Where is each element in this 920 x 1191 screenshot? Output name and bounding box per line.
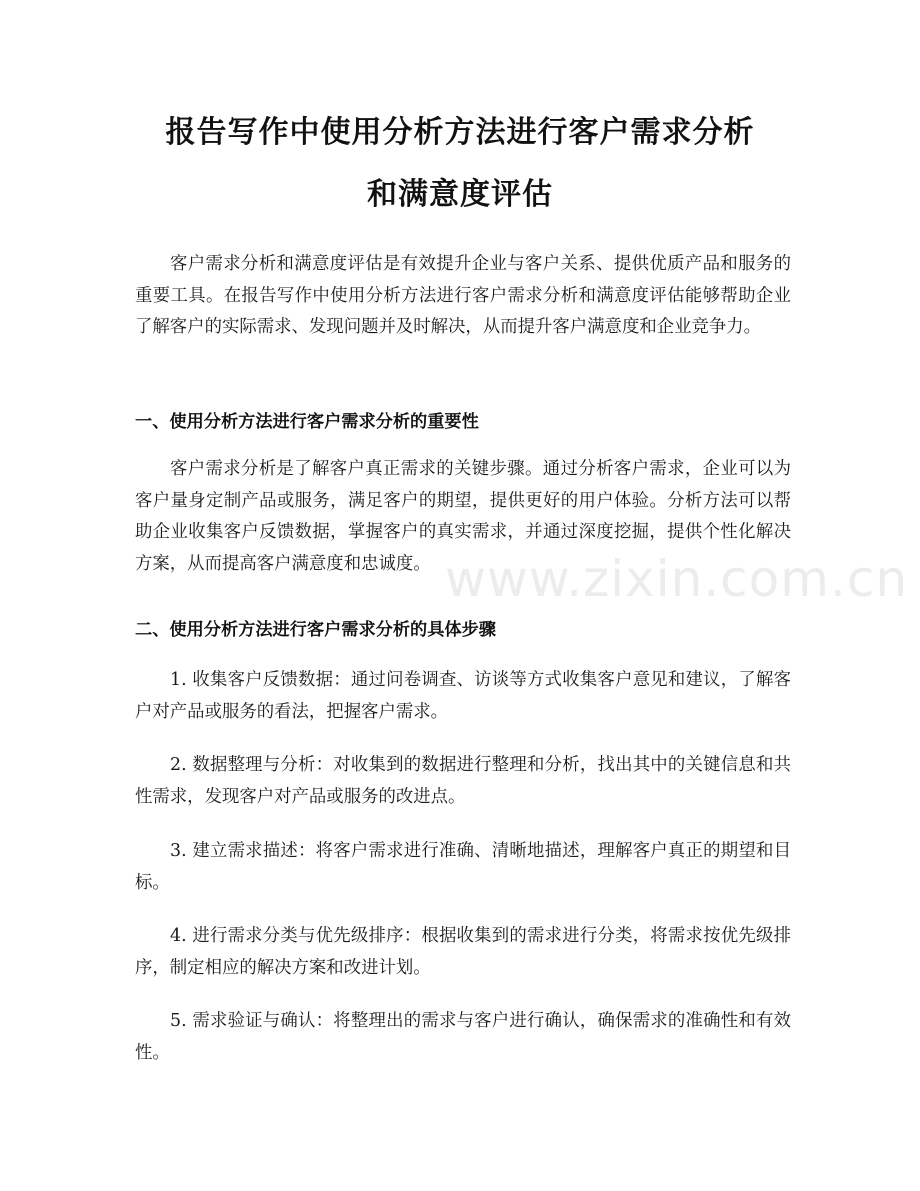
section-1-heading: 一、使用分析方法进行客户需求分析的重要性 [135, 412, 479, 432]
document-title-line-2: 和满意度评估 [367, 177, 553, 212]
document-title-line-1: 报告写作中使用分析方法进行客户需求分析 [165, 115, 755, 150]
step-item-1: 1. 收集客户反馈数据：通过问卷调查、访谈等方式收集客户意见和建议，了解客户对产品或服务的看法，把握客户需求。 [135, 670, 791, 722]
step-item-2: 2. 数据整理与分析：对收集到的数据进行整理和分析，找出其中的关键信息和共性需求，发现客户对产品或服务的改进点。 [135, 755, 791, 807]
step-item-3: 3. 建立需求描述：将客户需求进行准确、清晰地描述，理解客户真正的期望和目标。 [135, 841, 791, 893]
step-item-4: 4. 进行需求分类与优先级排序：根据收集到的需求进行分类，将需求按优先级排序，制定相应的解决方案和改进计划。 [135, 926, 791, 978]
section-1-paragraph: 客户需求分析是了解客户真正需求的关键步骤。通过分析客户需求，企业可以为客户量身定制产品或服务，满足客户的期望，提供更好的用户体验。分析方法可以帮助企业收集客户反馈数据，掌握客户的真实需求，并通过深度挖掘，提供个性化解决方案，从而提高客户满意度和忠诚度。 [135, 459, 791, 574]
intro-paragraph: 客户需求分析和满意度评估是有效提升企业与客户关系、提供优质产品和服务的重要工具。在报告写作中使用分析方法进行客户需求分析和满意度评估能够帮助企业了解客户的实际需求、发现问题并及时解决，从而提升客户满意度和企业竞争力。 [135, 254, 791, 337]
watermark: www.zixin.com.cn [445, 550, 909, 608]
step-item-5: 5. 需求验证与确认：将整理出的需求与客户进行确认，确保需求的准确性和有效性。 [135, 1011, 791, 1063]
section-2-heading: 二、使用分析方法进行客户需求分析的具体步骤 [135, 620, 496, 640]
